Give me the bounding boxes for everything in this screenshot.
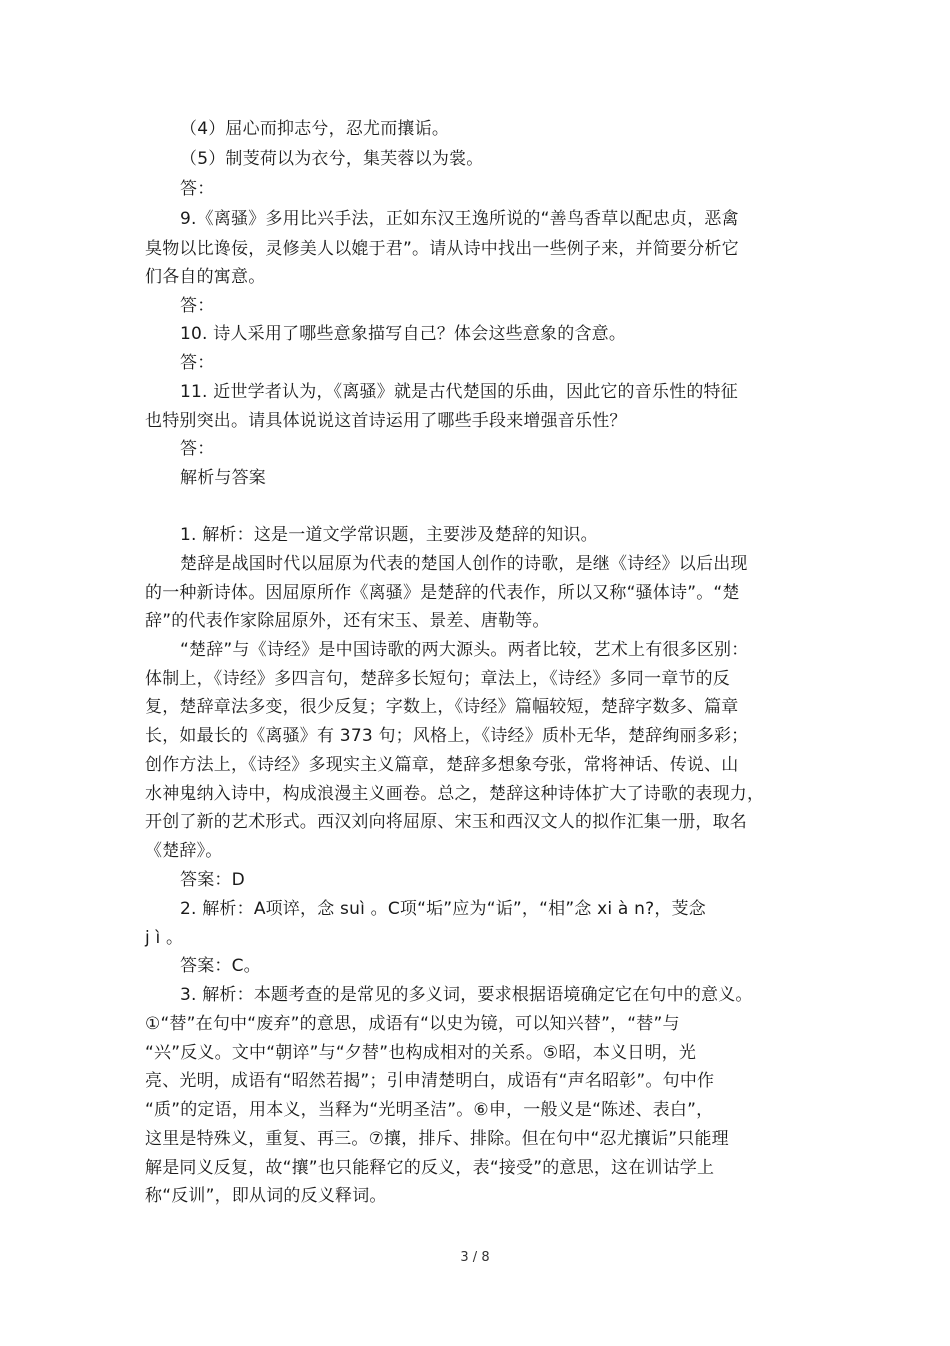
text-line: “兴”反义。文中“朝谇”与“夕替”也构成相对的关系。⑤昭，本义日明，光 [145,1043,697,1063]
text-line: 长，如最长的《离骚》有 373 句；风格上，《诗经》质朴无华，楚辞绚丽多彩； [145,726,749,746]
text-line: 辞”的代表作家除屈原外，还有宋玉、景差、唐勒等。 [145,611,550,631]
text-line: 9.《离骚》多用比兴手法，正如东汉王逸所说的“善鸟香草以配忠贞，恶禽 [180,209,739,229]
text-line: 们各自的寓意。 [145,267,266,287]
text-line: 这里是特殊义，重复、再三。⑦攘，排斥、排除。但在句中“忍尤攘诟”只能理 [145,1129,729,1149]
text-line: 亮、光明，成语有“昭然若揭”；引申清楚明白，成语有“声名昭彰”。句中作 [145,1071,715,1091]
text-line: 开创了新的艺术形式。西汉刘向将屈原、宋玉和西汉文人的拟作汇集一册，取名 [145,812,747,832]
text-line: 的一种新诗体。因屈原所作《离骚》是楚辞的代表作，所以又称“骚体诗”。“楚 [145,583,740,603]
text-line: 称“反训”，即从词的反义释词。 [145,1186,387,1206]
text-line: 《楚辞》。 [145,841,223,861]
text-line: 答： [180,296,215,316]
text-line: （5）制芰荷以为衣兮，集芙蓉以为裳。 [180,149,484,169]
answer-line: 答案：D [180,870,245,890]
answer-line: 答案：C。 [180,956,261,976]
text-line: 答： [180,439,215,459]
text-line: 臭物以比谗佞，灵修美人以媲于君”。请从诗中找出一些例子来，并简要分析它 [145,239,739,259]
text-line: j ì 。 [145,928,184,948]
text-line: ①“替”在句中“废弃”的意思，成语有“以史为镜，可以知兴替”，“替”与 [145,1014,680,1034]
text-line: 1. 解析：这是一道文学常识题，主要涉及楚辞的知识。 [180,525,598,545]
text-line: 解是同义反复，故“攘”也只能释它的反义，表“接受”的意思，这在训诂学上 [145,1158,715,1178]
text-line: 2. 解析：A项谇，念 suì 。C项“垢”应为“诟”，“相”念 xi à n?，芰念 [180,899,706,919]
text-line: 水神鬼纳入诗中，构成浪漫主义画卷。总之，楚辞这种诗体扩大了诗歌的表现力， [145,784,765,804]
text-line: （4）屈心而抑志兮，忍尤而攘诟。 [180,119,450,139]
text-line: 3. 解析：本题考查的是常见的多义词，要求根据语境确定它在句中的意义。 [180,985,753,1005]
section-heading: 解析与答案 [180,468,266,488]
text-line: 11. 近世学者认为，《离骚》就是古代楚国的乐曲，因此它的音乐性的特征 [180,382,738,402]
text-line: 也特别突出。请具体说说这首诗运用了哪些手段来增强音乐性？ [145,411,627,431]
page-number: 3 / 8 [460,1250,490,1265]
text-line: 答： [180,179,215,199]
text-line: “楚辞”与《诗经》是中国诗歌的两大源头。两者比较，艺术上有很多区别： [180,640,749,660]
text-line: 答： [180,353,215,373]
text-line: 体制上，《诗经》多四言句，楚辞多长短句；章法上，《诗经》多同一章节的反 [145,669,730,689]
text-line: “质”的定语，用本义，当释为“光明圣洁”。⑥申，一般义是“陈述、表白”， [145,1100,714,1120]
text-line: 创作方法上，《诗经》多现实主义篇章，楚辞多想象夸张，常将神话、传说、山 [145,755,739,775]
text-line: 10. 诗人采用了哪些意象描写自己？体会这些意象的含意。 [180,324,627,344]
text-line: 复，楚辞章法多变，很少反复；字数上，《诗经》篇幅较短，楚辞字数多、篇章 [145,697,739,717]
text-line: 楚辞是战国时代以屈原为代表的楚国人创作的诗歌，是继《诗经》以后出现 [180,554,748,574]
